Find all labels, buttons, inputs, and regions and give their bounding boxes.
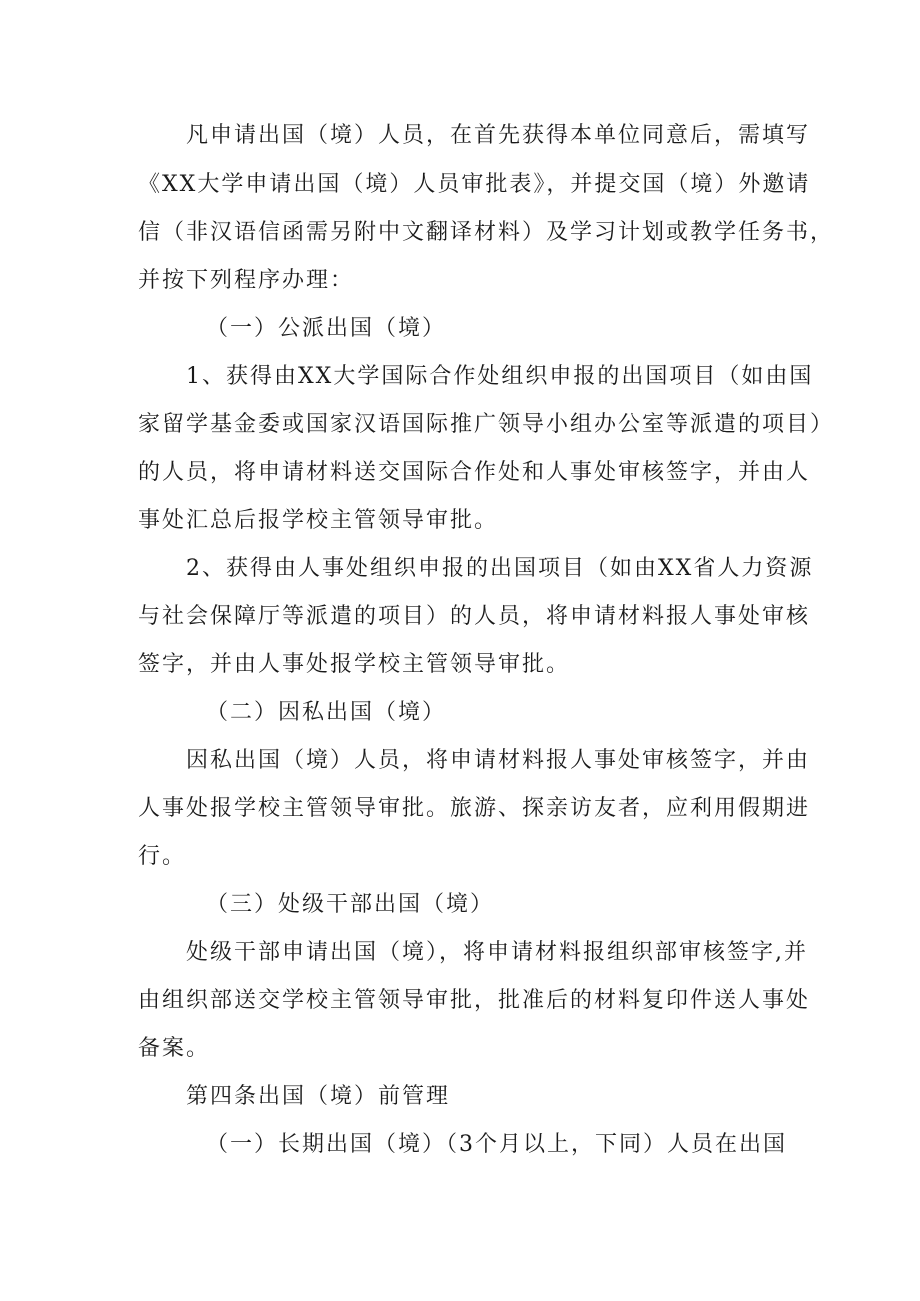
text-line: 2、获得由人事处组织申报的出国项目（如由XX省人力资源 (186, 556, 814, 581)
text-line: 《XX大学申请出国（境）人员审批表》，并提交国（境）外邀请 (138, 172, 811, 197)
text-line: 行。 (138, 844, 187, 869)
text-line: 的人员，将申请材料送交国际合作处和人事处审核签字，并由人 (138, 460, 811, 485)
text-line: 由组织部送交学校主管领导审批，批准后的材料复印件送人事处 (138, 988, 811, 1013)
text-line: 凡申请出国（境）人员，在首先获得本单位同意后，需填写 (186, 123, 811, 148)
text-line: 家留学基金委或国家汉语国际推广领导小组办公室等派遣的项目） (138, 412, 835, 437)
section-heading: （一）公派出国（境） (206, 316, 447, 341)
text-line: 因私出国（境）人员，将申请材料报人事处审核签字，并由 (186, 748, 811, 773)
text-line: 签字，并由人事处报学校主管领导审批。 (138, 652, 571, 677)
text-line: 事处汇总后报学校主管领导审批。 (138, 508, 499, 533)
text-line: 处级干部申请出国（境），将申请材料报组织部审核签字,并 (186, 940, 808, 965)
section-heading: （三）处级干部出国（境） (206, 892, 495, 917)
text-line: 人事处报学校主管领导审批。旅游、探亲访友者，应利用假期进 (138, 796, 811, 821)
article-heading: 第四条出国（境）前管理 (186, 1084, 451, 1109)
text-line: 与社会保障厅等派遣的项目）的人员，将申请材料报人事处审核 (138, 604, 811, 629)
text-line: （一）长期出国（境）（3个月以上，下同）人员在出国 (206, 1132, 787, 1157)
section-heading: （二）因私出国（境） (206, 700, 447, 725)
text-line: 备案。 (138, 1036, 211, 1061)
text-line: 信（非汉语信函需另附中文翻译材料）及学习计划或教学任务书， (138, 220, 835, 245)
text-line: 1、获得由XX大学国际合作处组织申报的出国项目（如由国 (186, 364, 814, 389)
text-line: 并按下列程序办理： (138, 268, 355, 293)
